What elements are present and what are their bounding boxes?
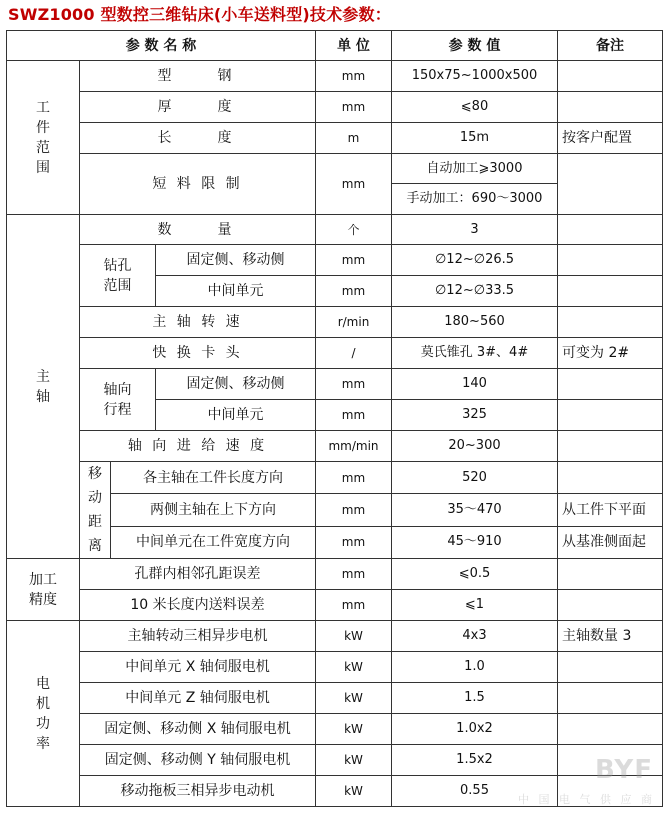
param-name: 各主轴在工件长度方向	[111, 462, 316, 494]
param-remark	[558, 154, 663, 215]
param-unit: mm	[316, 400, 392, 431]
param-remark: 从工件下平面	[558, 494, 663, 526]
param-name: 长 度	[80, 123, 316, 154]
param-value-auto: 自动加工⩾3000	[392, 154, 558, 184]
table-row	[7, 559, 663, 590]
param-unit: mm	[316, 559, 392, 590]
param-name: 固定侧、移动侧 Y 轴伺服电机	[80, 745, 316, 776]
table-row	[7, 338, 663, 369]
table-row	[7, 683, 663, 714]
table-header-row	[7, 31, 663, 61]
param-unit: mm	[316, 462, 392, 494]
param-name: 固定侧、移动侧 X 轴伺服电机	[80, 714, 316, 745]
param-value: 45～910	[392, 526, 558, 558]
table-row	[7, 307, 663, 338]
table-row	[7, 92, 663, 123]
param-unit: m	[316, 123, 392, 154]
param-value: 15m	[392, 123, 558, 154]
table-row	[7, 462, 663, 494]
param-value: 莫氏锥孔 3#、4#	[392, 338, 558, 369]
param-remark	[558, 276, 663, 307]
param-unit: mm	[316, 369, 392, 400]
table-row	[7, 652, 663, 683]
param-value: 1.5	[392, 683, 558, 714]
param-value: ∅12~∅26.5	[392, 245, 558, 276]
param-name: 短 料 限 制	[80, 154, 316, 215]
param-value: ⩽1	[392, 590, 558, 621]
param-unit: mm	[316, 590, 392, 621]
param-value: 325	[392, 400, 558, 431]
watermark-text: BYF	[595, 755, 653, 785]
param-remark	[558, 369, 663, 400]
param-unit: mm	[316, 92, 392, 123]
table-row	[7, 590, 663, 621]
param-value: 3	[392, 215, 558, 245]
param-name: 中间单元	[156, 400, 316, 431]
spec-table	[6, 30, 663, 807]
param-value: 20~300	[392, 431, 558, 462]
param-value: 0.55	[392, 776, 558, 807]
param-name: 中间单元 X 轴伺服电机	[80, 652, 316, 683]
param-remark	[558, 431, 663, 462]
param-name: 固定侧、移动侧	[156, 369, 316, 400]
watermark-logo	[511, 749, 661, 809]
param-value: 150x75~1000x500	[392, 61, 558, 92]
param-remark: 主轴数量 3	[558, 621, 663, 652]
param-name: 固定侧、移动侧	[156, 245, 316, 276]
table-row	[7, 714, 663, 745]
param-name: 中间单元在工件宽度方向	[111, 526, 316, 558]
param-value: ⩽80	[392, 92, 558, 123]
param-unit: kW	[316, 776, 392, 807]
category-spindle: 主轴	[7, 215, 80, 559]
param-remark	[558, 400, 663, 431]
param-unit: /	[316, 338, 392, 369]
category-motor: 电机功率	[7, 621, 80, 807]
category-workpiece: 工件范围	[7, 61, 80, 215]
param-name: 10 米长度内送料误差	[80, 590, 316, 621]
param-unit: kW	[316, 683, 392, 714]
table-row	[7, 123, 663, 154]
param-name: 厚 度	[80, 92, 316, 123]
param-value: 1.5x2	[392, 745, 558, 776]
param-value: 520	[392, 462, 558, 494]
param-remark: 从基准侧面起	[558, 526, 663, 558]
param-unit: mm	[316, 526, 392, 558]
header-value: 参 数 值	[392, 31, 558, 61]
param-name: 两侧主轴在上下方向	[111, 494, 316, 526]
param-name: 中间单元 Z 轴伺服电机	[80, 683, 316, 714]
param-remark	[558, 652, 663, 683]
param-remark: 按客户配置	[558, 123, 663, 154]
table-row	[7, 215, 663, 245]
param-remark	[558, 714, 663, 745]
param-value: 4x3	[392, 621, 558, 652]
header-remark: 备注	[558, 31, 663, 61]
param-remark	[558, 215, 663, 245]
param-name: 孔群内相邻孔距误差	[80, 559, 316, 590]
param-value: ⩽0.5	[392, 559, 558, 590]
table-row	[7, 245, 663, 276]
param-unit: mm	[316, 494, 392, 526]
table-row	[7, 621, 663, 652]
param-unit: kW	[316, 714, 392, 745]
param-unit: mm/min	[316, 431, 392, 462]
param-remark	[558, 590, 663, 621]
param-value-manual: 手动加工：690～3000	[392, 184, 558, 215]
param-value: ∅12~∅33.5	[392, 276, 558, 307]
page-title: SWZ1000 型数控三维钻床(小车送料型)技术参数：	[8, 5, 391, 24]
param-unit: mm	[316, 154, 392, 215]
param-name: 主 轴 转 速	[80, 307, 316, 338]
table-row	[7, 431, 663, 462]
param-value: 1.0	[392, 652, 558, 683]
param-remark	[558, 683, 663, 714]
param-name: 移动拖板三相异步电动机	[80, 776, 316, 807]
param-unit: mm	[316, 61, 392, 92]
param-remark	[558, 462, 663, 494]
param-remark	[558, 559, 663, 590]
param-remark	[558, 61, 663, 92]
header-unit: 单 位	[316, 31, 392, 61]
param-unit: mm	[316, 245, 392, 276]
param-value: 180~560	[392, 307, 558, 338]
group-move-distance: 移动距离	[80, 462, 111, 559]
watermark-subtext: 中 国 电 气 供 应 商	[518, 793, 655, 806]
param-unit: r/min	[316, 307, 392, 338]
table-row	[7, 154, 663, 184]
param-remark: 可变为 2#	[558, 338, 663, 369]
table-row	[7, 61, 663, 92]
param-value: 1.0x2	[392, 714, 558, 745]
param-name: 轴 向 进 给 速 度	[80, 431, 316, 462]
param-unit: kW	[316, 621, 392, 652]
param-unit: mm	[316, 276, 392, 307]
param-unit: kW	[316, 745, 392, 776]
param-value: 140	[392, 369, 558, 400]
param-remark	[558, 307, 663, 338]
header-param: 参 数 名 称	[7, 31, 316, 61]
param-remark	[558, 92, 663, 123]
param-value: 35～470	[392, 494, 558, 526]
param-remark	[558, 245, 663, 276]
param-name: 中间单元	[156, 276, 316, 307]
table-row	[7, 369, 663, 400]
param-name: 数 量	[80, 215, 316, 245]
group-axial-stroke: 轴向行程	[80, 369, 156, 431]
param-unit: 个	[316, 215, 392, 245]
param-unit: kW	[316, 652, 392, 683]
param-name: 快 换 卡 头	[80, 338, 316, 369]
category-precision: 加工精度	[7, 559, 80, 621]
param-name: 主轴转动三相异步电机	[80, 621, 316, 652]
group-drill-range: 钻孔范围	[80, 245, 156, 307]
param-name: 型 钢	[80, 61, 316, 92]
